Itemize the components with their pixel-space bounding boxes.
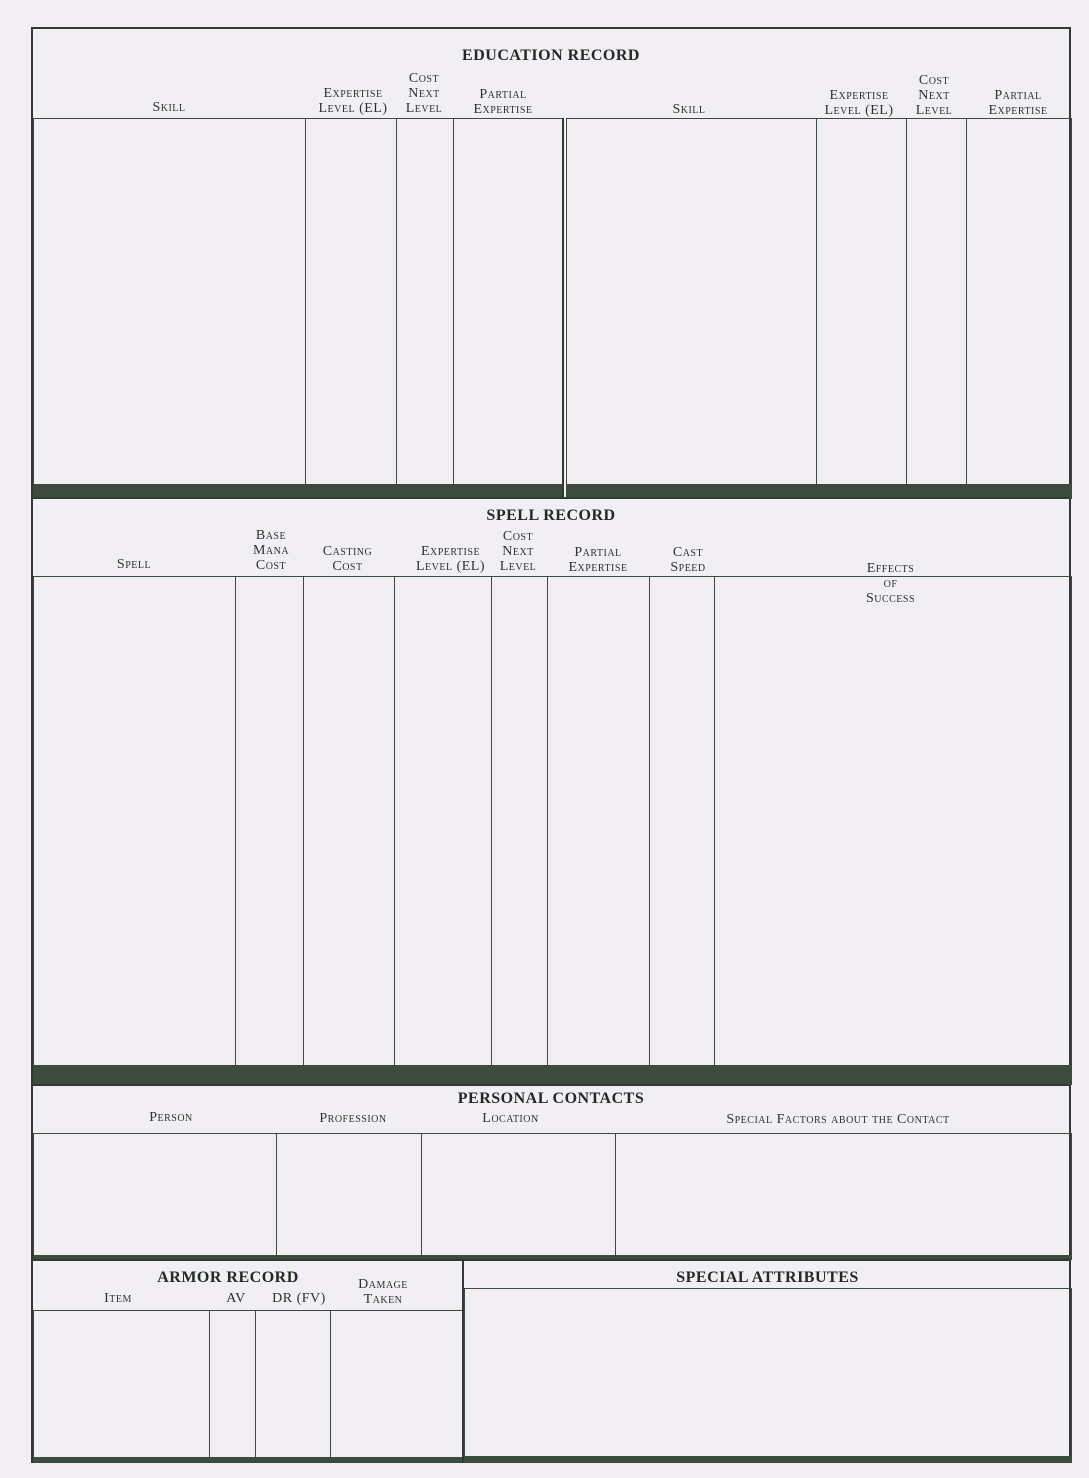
armor-record-title: ARMOR RECORD (157, 1269, 299, 1286)
blank-entry-cell[interactable] (277, 1134, 422, 1256)
table-row (34, 577, 1072, 1066)
spell-header-cast-speed: Cast Speed (670, 545, 706, 575)
edu-header-el-left: Expertise Level (EL) (318, 86, 388, 116)
special-attributes-section (464, 1261, 1071, 1461)
blank-entry-cell[interactable] (396, 119, 453, 485)
personal-contacts-table (33, 1133, 1072, 1260)
contacts-header-person: Person (149, 1110, 193, 1125)
character-sheet-page (31, 27, 1071, 1463)
blank-entry-cell[interactable] (907, 119, 967, 485)
education-table-left (33, 118, 564, 499)
spell-header-casting-cost: Casting Cost (322, 544, 373, 574)
spell-header-cost-next: Cost Next Level (499, 529, 537, 574)
armor-header-item: Item (104, 1291, 132, 1306)
edu-header-partial-left: Partial Expertise (473, 87, 533, 117)
blank-entry-cell[interactable] (34, 119, 306, 485)
blank-entry-cell[interactable] (305, 119, 396, 485)
blank-entry-cell[interactable] (236, 577, 304, 1066)
edu-header-skill-right: Skill (672, 102, 706, 117)
table-row (34, 1134, 1072, 1256)
education-table-right (566, 118, 1072, 499)
table-row (567, 119, 1072, 485)
blank-entry-cell[interactable] (304, 577, 395, 1066)
spell-header-effects: Effects of Success (865, 561, 916, 606)
education-record-section (33, 29, 1069, 499)
special-attributes-table (464, 1288, 1072, 1463)
blank-entry-cell[interactable] (715, 577, 1072, 1066)
spell-header-base-mana: Base Mana Cost (252, 528, 290, 573)
edu-header-cost-right: Cost Next Level (915, 73, 953, 118)
spell-header-el: Expertise Level (EL) (415, 544, 486, 574)
table-row (34, 119, 564, 485)
edu-header-partial-right: Partial Expertise (988, 88, 1048, 118)
blank-entry-cell[interactable] (34, 1311, 210, 1458)
blank-entry-cell[interactable] (256, 1311, 331, 1458)
blank-entry-cell[interactable] (465, 1462, 1072, 1463)
edu-header-el-right: Expertise Level (EL) (824, 88, 894, 118)
special-attributes-title: SPECIAL ATTRIBUTES (676, 1269, 859, 1286)
blank-entry-cell[interactable] (650, 577, 715, 1066)
armor-header-dr: DR (FV) (272, 1291, 326, 1306)
blank-entry-cell[interactable] (567, 119, 817, 485)
blank-entry-cell[interactable] (548, 577, 650, 1066)
contacts-header-special-factors: Special Factors about the Contact (726, 1112, 950, 1127)
spell-record-title: SPELL RECORD (486, 507, 616, 524)
contacts-header-profession: Profession (319, 1111, 387, 1126)
blank-entry-cell[interactable] (331, 1462, 465, 1463)
blank-entry-cell[interactable] (210, 1462, 256, 1463)
personal-contacts-section (33, 1086, 1069, 1260)
blank-entry-cell[interactable] (492, 577, 548, 1066)
spell-record-section (33, 499, 1069, 1085)
spell-header-spell: Spell (116, 557, 152, 572)
blank-entry-cell[interactable] (616, 1134, 1072, 1256)
table-row (34, 1311, 465, 1458)
spell-table (33, 576, 1072, 1085)
table-row (465, 1462, 1072, 1463)
table-row (34, 1462, 465, 1463)
table-row (465, 1289, 1072, 1457)
blank-entry-cell[interactable] (817, 119, 907, 485)
spell-header-partial: Partial Expertise (568, 545, 628, 575)
education-record-title: EDUCATION RECORD (462, 47, 640, 64)
blank-entry-cell[interactable] (395, 577, 492, 1066)
blank-entry-cell[interactable] (34, 1134, 277, 1256)
personal-contacts-title: PERSONAL CONTACTS (457, 1090, 645, 1107)
edu-header-cost-left: Cost Next Level (405, 71, 443, 116)
blank-entry-cell[interactable] (465, 1289, 1072, 1457)
contacts-header-location: Location (482, 1111, 539, 1126)
armor-header-av: AV (226, 1291, 246, 1306)
blank-entry-cell[interactable] (256, 1462, 331, 1463)
blank-entry-cell[interactable] (331, 1311, 465, 1458)
blank-entry-cell[interactable] (422, 1134, 616, 1256)
blank-entry-cell[interactable] (453, 119, 563, 485)
blank-entry-cell[interactable] (967, 119, 1072, 485)
armor-record-section (33, 1261, 464, 1461)
armor-table (33, 1310, 465, 1463)
blank-entry-cell[interactable] (210, 1311, 256, 1458)
edu-header-skill-left: Skill (152, 100, 186, 115)
armor-header-damage-taken: Damage Taken (358, 1277, 408, 1307)
blank-entry-cell[interactable] (34, 1462, 210, 1463)
blank-entry-cell[interactable] (34, 577, 236, 1066)
